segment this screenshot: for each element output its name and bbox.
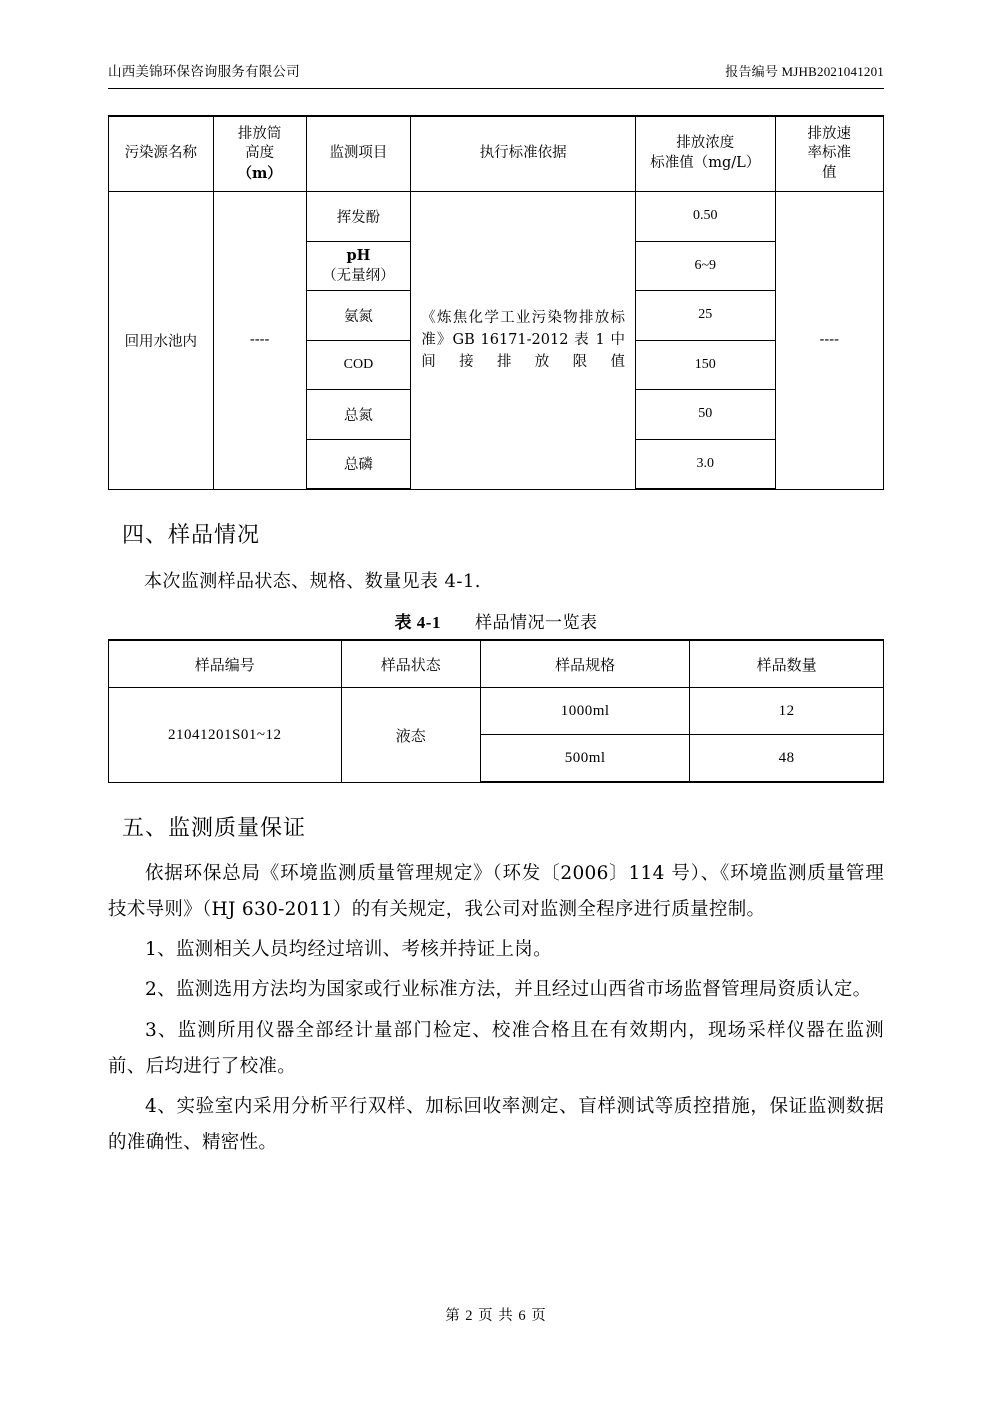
header-divider — [108, 88, 884, 89]
header-rate — [775, 116, 884, 192]
header-stack-height — [213, 116, 306, 192]
header-source: 污染源名称 — [109, 116, 214, 192]
cell-source-name: 回用水池内 — [109, 192, 214, 490]
cell-item: 挥发酚 — [306, 192, 411, 242]
cell-stack-height: ---- — [213, 192, 306, 490]
cell-value: 3.0 — [636, 439, 776, 489]
table-row — [109, 192, 884, 242]
section5-paragraph-5: 4、实验室内采用分析平行双样、加标回收率测定、盲样测试等质控措施，保证监测数据的准确性、精密性。 — [108, 1095, 884, 1153]
item-ph: pH — [346, 246, 371, 264]
cell-sample-spec: 1000ml — [481, 688, 690, 735]
cell-item: 氨氮 — [306, 291, 411, 341]
header-item: 监测项目 — [306, 116, 411, 192]
cell-sample-spec: 500ml — [481, 735, 690, 783]
conc-line2: 标准值（mg/L） — [650, 155, 761, 171]
header-sample-count: 样品数量 — [690, 640, 884, 688]
stack-height-line2: 高度 — [245, 145, 275, 162]
rate-line2: 率标准 — [807, 145, 851, 162]
page-number: 第 2 页 共 6 页 — [445, 1308, 547, 1324]
section5-paragraph-3: 2、监测选用方法均为国家或行业标准方法，并且经过山西省市场监督管理局资质认定。 — [145, 979, 872, 1001]
page-footer — [0, 1304, 992, 1325]
section5-paragraph-1: 依据环保总局《环境监测质量管理规定》（环发〔2006〕114 号）、《环境监测质量管理技术导则》（HJ 630-2011）的有关规定，我公司对监测全程序进行质量控制。 — [108, 863, 884, 921]
section5-paragraph-2: 1、监测相关人员均经过培训、考核并持证上岗。 — [145, 939, 552, 961]
rate-line1: 排放速 — [807, 125, 851, 142]
header-sample-no: 样品编号 — [109, 640, 342, 688]
section5-body — [108, 856, 884, 1161]
cell-item — [306, 241, 411, 291]
cell-basis: 《炼焦化学工业污染物排放标准》GB 16171-2012 表 1 中间接排放限值 — [411, 192, 636, 490]
page-header — [108, 60, 884, 86]
cell-sample-count: 12 — [690, 688, 884, 735]
cell-item: 总磷 — [306, 439, 411, 489]
header-concentration — [636, 116, 776, 192]
cell-rate-value: ---- — [775, 192, 884, 490]
standards-table — [108, 115, 884, 490]
cell-item: COD — [306, 340, 411, 390]
header-sample-state: 样品状态 — [341, 640, 481, 688]
cell-value: 6~9 — [636, 241, 776, 291]
table-4-1-caption — [108, 608, 884, 633]
cell-item: 总氮 — [306, 390, 411, 440]
table-row — [109, 688, 884, 735]
section-title-5: 五、监测质量保证 — [122, 816, 307, 842]
section4-intro: 本次监测样品状态、规格、数量见表 4-1. — [144, 571, 481, 592]
section5-paragraph-4: 3、监测所用仪器全部经计量部门检定、校准合格且在有效期内，现场采样仪器在监测前、后均进行了校准。 — [108, 1019, 884, 1077]
cell-value: 50 — [636, 390, 776, 440]
cell-value: 0.50 — [636, 192, 776, 242]
header-basis: 执行标准依据 — [411, 116, 636, 192]
cell-value: 150 — [636, 340, 776, 390]
table-header-row — [109, 116, 884, 192]
caption-number: 表 4-1 — [394, 613, 441, 633]
header-sample-spec: 样品规格 — [481, 640, 690, 688]
stack-height-line1: 排放筒 — [237, 125, 282, 142]
rate-line3: 值 — [822, 164, 837, 181]
sample-table — [108, 639, 884, 783]
cell-value: 25 — [636, 291, 776, 341]
item-ph-unit: （无量纲） — [322, 267, 395, 284]
caption-text: 样品情况一览表 — [474, 613, 598, 634]
cell-sample-no: 21041201S01~12 — [109, 688, 342, 783]
header-company: 山西美锦环保咨询服务有限公司 — [108, 64, 300, 80]
table-header-row — [109, 640, 884, 688]
stack-height-line3: （m） — [237, 164, 282, 182]
conc-line1: 排放浓度 — [676, 135, 735, 152]
cell-sample-state: 液态 — [341, 688, 481, 783]
section-title-4: 四、样品情况 — [122, 523, 261, 548]
header-report-number: 报告编号 MJHB2021041201 — [725, 64, 884, 79]
cell-sample-count: 48 — [690, 735, 884, 783]
